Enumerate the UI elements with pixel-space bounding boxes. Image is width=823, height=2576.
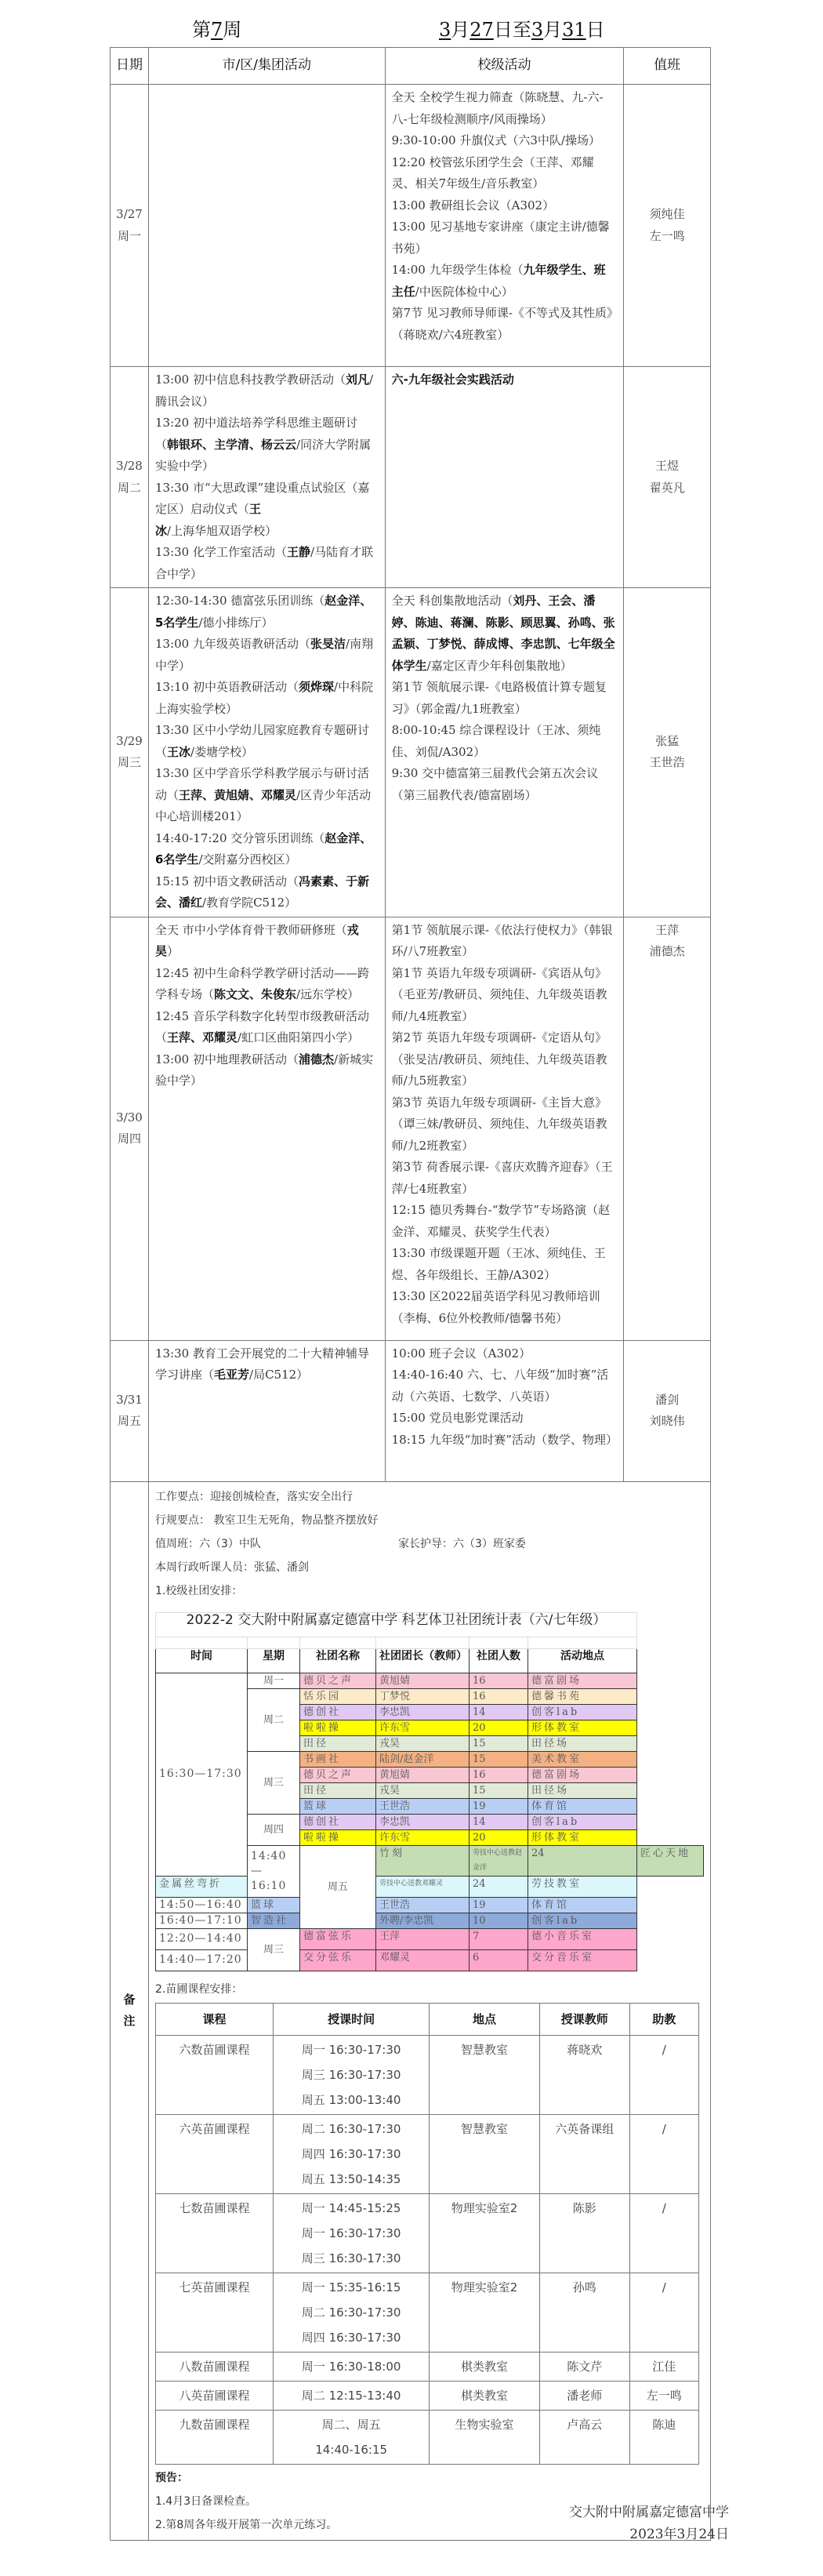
school-activities <box>385 588 624 917</box>
activity-item: 六-九年级社会实践活动 <box>391 372 514 387</box>
activity-item: 12:45 音乐学科数字化转型市级教研活动（王萍、邓耀灵/虹口区曲阳第四小学） <box>155 1008 369 1045</box>
day-date: 3/30 周四 <box>111 917 149 1340</box>
nursery-row <box>156 2114 699 2193</box>
club-name: 啦啦操 <box>300 1829 376 1845</box>
nursery-course: 六数苗圃课程 <box>156 2035 274 2114</box>
club-place: 田径场 <box>528 1782 637 1798</box>
nursery-assistant: / <box>629 2193 698 2273</box>
club-name: 篮球 <box>300 1798 376 1814</box>
preview-item: 1.4月3日备课检查。 <box>155 2494 257 2508</box>
activity-item: 13:00 初中地理教研活动（浦德杰/新城实验中学） <box>155 1052 374 1088</box>
activity-item: 13:10 初中英语教研活动（须烨琛/中科院上海实验学校） <box>155 680 374 716</box>
school-activities <box>385 917 624 1340</box>
club-time: 14:40—17:20 <box>156 1949 248 1971</box>
club-place: 形体教室 <box>528 1720 637 1735</box>
club-place: 德小音乐室 <box>528 1928 637 1949</box>
nursery-times: 周一 16:30-17:30 周三 16:30-17:30 周五 13:00-13:40 <box>274 2035 430 2114</box>
club-leader: 戎昊 <box>376 1735 470 1751</box>
club-row <box>156 1913 704 1928</box>
club-place: 创客lab <box>528 1704 637 1720</box>
nursery-times: 周一 15:35-16:15 周二 16:30-17:30 周四 16:30-17:30 <box>274 2273 430 2352</box>
work-focus: 工作要点：迎接创城检查，落实安全出行 <box>155 1490 353 1503</box>
day-date: 3/27 周一 <box>111 85 149 367</box>
activity-item: 9:30-10:00 升旗仪式（六3中队/操场） <box>391 133 600 147</box>
club-place: 交分音乐室 <box>528 1949 637 1971</box>
club-row <box>156 1928 704 1949</box>
club-row <box>156 1897 704 1913</box>
club-place: 创客lab <box>528 1814 637 1829</box>
nursery-teacher: 六英备课组 <box>539 2114 629 2193</box>
club-weekday: 周三 <box>248 1751 300 1814</box>
club-place: 美术教室 <box>528 1751 637 1767</box>
club-name: 德贝之声 <box>300 1673 376 1688</box>
nursery-times: 周二 16:30-17:30 周四 16:30-17:30 周五 13:50-14:35 <box>274 2114 430 2193</box>
club-leader: 王萍 <box>376 1928 470 1949</box>
club-weekday: 周一 <box>248 1673 300 1688</box>
activity-item: 9:30 交中德富第三届教代会第五次会议（第三届教代表/德富剧场） <box>391 766 599 802</box>
club-row <box>156 1949 704 1971</box>
notes-content <box>149 1481 711 2540</box>
city-activities <box>149 1340 386 1481</box>
club-name: 智造社 <box>248 1913 300 1928</box>
club-section-title: 1.校级社团安排： <box>155 1584 243 1597</box>
duty-class-row <box>155 1532 704 1556</box>
nursery-place: 智慧教室 <box>430 2114 540 2193</box>
club-weekday: 周五 <box>300 1845 376 1928</box>
club-leader: 王世浩 <box>376 1897 470 1913</box>
club-count: 19 <box>470 1897 528 1913</box>
activity-item: 8:00-10:45 综合课程设计（王冰、须纯佳、刘侃/A302） <box>391 723 601 759</box>
nursery-place: 物理实验室2 <box>430 2193 540 2273</box>
week-title: 第7周 <box>192 19 242 41</box>
club-leader: 邓耀灵 <box>376 1949 470 1971</box>
club-name: 德贝之声 <box>300 1767 376 1782</box>
club-name: 书画社 <box>300 1751 376 1767</box>
nursery-times: 周一 14:45-15:25 周一 16:30-17:30 周三 16:30-17:30 <box>274 2193 430 2273</box>
col-duty: 值班 <box>624 48 711 85</box>
duty-staff: 潘剑 刘晓伟 <box>624 1340 711 1481</box>
nursery-teacher: 孙鸣 <box>539 2273 629 2352</box>
day-row <box>111 367 711 588</box>
activity-item: 第3节 荷香展示课-《喜庆欢腾齐迎春》（王萍/七4班教室） <box>391 1160 613 1196</box>
club-name: 交分弦乐 <box>300 1949 376 1971</box>
activity-item: 13:30 区2022届英语学科见习教师培训（李梅、6位外校教师/德馨书苑） <box>391 1289 600 1325</box>
club-count: 15 <box>470 1735 528 1751</box>
schedule-header-row <box>111 48 711 85</box>
nursery-assistant: / <box>629 2273 698 2352</box>
city-activities <box>149 85 386 367</box>
nursery-teacher: 潘老师 <box>539 2381 629 2410</box>
club-weekday: 周二 <box>248 1688 300 1751</box>
nursery-course: 八数苗圃课程 <box>156 2352 274 2381</box>
activity-item: 12:45 初中生命科学教学研讨活动——跨学科专场（陈文文、朱俊东/远东学校） <box>155 965 369 1001</box>
nursery-row <box>156 2410 699 2464</box>
club-count: 16 <box>470 1688 528 1704</box>
activity-item: 13:00 九年级英语教研活动（张旻洁/南翔中学） <box>155 637 374 673</box>
club-name: 德创社 <box>300 1814 376 1829</box>
club-name: 德富弦乐 <box>300 1928 376 1949</box>
activity-item: 13:30 市“大思政课”建设重点试验区（嘉定区）启动仪式（王冰/上海华旭双语学校） <box>155 480 370 538</box>
club-place: 匠心天地 <box>637 1845 704 1876</box>
observers: 本周行政听课人员：张猛、潘剑 <box>155 1560 309 1574</box>
club-table-header: 时间 星期 社团名称 社团团长（教师） 社团人数 活动地点 <box>156 1648 704 1673</box>
nursery-course: 八英苗圃课程 <box>156 2381 274 2410</box>
footer-school: 交大附中附属嘉定德富中学 <box>569 2505 729 2520</box>
club-name: 竹刻 <box>376 1845 470 1876</box>
club-count: 15 <box>470 1782 528 1798</box>
duty-staff: 张猛 王世浩 <box>624 588 711 917</box>
activity-item: 第1节 领航展示课-《电路极值计算专题复习》（郭金霞/九1班教室） <box>391 680 607 716</box>
club-leader: 许东雪 <box>376 1720 470 1735</box>
nursery-course: 七英苗圃课程 <box>156 2273 274 2352</box>
week-number: 7 <box>211 19 223 41</box>
activity-item: 全天 市中小学体育骨干教师研修班（戎昊） <box>155 922 359 958</box>
activity-item: 第2节 英语九年级专项调研-《定语从句》（张旻洁/教研员、须纯佳、九年级英语教师/九5班教室） <box>391 1030 607 1088</box>
city-activities <box>149 917 386 1340</box>
club-count: 14 <box>470 1704 528 1720</box>
club-leader: 李忠凯 <box>376 1814 470 1829</box>
activity-item: 13:00 教研组长会议（A302） <box>391 198 555 213</box>
nursery-teacher: 陈影 <box>539 2193 629 2273</box>
school-activities <box>385 367 624 588</box>
club-leader: 丁梦悦 <box>376 1688 470 1704</box>
activity-item: 第3节 英语九年级专项调研-《主旨大意》（谭三妹/教研员、须纯佳、九年级英语教师/九2班教室） <box>391 1095 607 1153</box>
club-time: 14:50—16:40 <box>156 1897 248 1913</box>
club-count: 19 <box>470 1798 528 1814</box>
club-count: 16 <box>470 1767 528 1782</box>
club-weekday: 周三 <box>248 1928 300 1971</box>
club-place: 德富剧场 <box>528 1673 637 1688</box>
club-name: 篮球 <box>248 1897 300 1913</box>
day-row <box>111 1340 711 1481</box>
club-count: 16 <box>470 1673 528 1688</box>
club-time: 16:30—17:30 <box>156 1673 248 1876</box>
club-leader: 戎昊 <box>376 1782 470 1798</box>
club-count: 6 <box>470 1949 528 1971</box>
club-place: 劳技教室 <box>528 1876 637 1897</box>
club-weekday: 周四 <box>248 1814 300 1845</box>
activity-item: 18:15 九年级“加时赛”活动（数学、物理） <box>391 1432 618 1447</box>
activity-item: 13:20 初中道法培养学科思维主题研讨（韩银环、主学清、杨云云/同济大学附属实验中学） <box>155 416 372 473</box>
activity-item: 13:00 初中信息科技教学教研活动（刘凡/腾讯会议） <box>155 372 374 409</box>
nursery-row <box>156 2381 699 2410</box>
club-leader: 许东雪 <box>376 1829 470 1845</box>
nursery-teacher: 陈文芹 <box>539 2352 629 2381</box>
nursery-assistant: 陈迪 <box>629 2410 698 2464</box>
col-date: 日期 <box>111 48 149 85</box>
club-count: 15 <box>470 1751 528 1767</box>
nursery-section-title: 2.苗圃课程安排： <box>155 1982 243 1996</box>
nursery-course: 六英苗圃课程 <box>156 2114 274 2193</box>
club-leader: 劳技中心送教邓耀灵 <box>376 1876 470 1897</box>
col-school-activities: 校级活动 <box>385 48 624 85</box>
school-activities <box>385 85 624 367</box>
nursery-assistant: 江佳 <box>629 2352 698 2381</box>
club-name: 恬乐园 <box>300 1688 376 1704</box>
club-place: 田径场 <box>528 1735 637 1751</box>
nursery-times: 周二、周五 14:40-16:15 <box>274 2410 430 2464</box>
activity-item: 第1节 英语九年级专项调研-《宾语从句》（毛亚芳/教研员、须纯佳、九年级英语教师/九4班教室） <box>391 965 607 1023</box>
parent-guard: 家长护导：六（3）班家委 <box>398 1537 526 1550</box>
conduct-focus: 行规要点： 教室卫生无死角，物品整齐摆放好 <box>155 1513 379 1527</box>
club-name: 田径 <box>300 1735 376 1751</box>
club-table-wrap <box>155 1612 704 1971</box>
activity-item: 13:30 区中小学幼儿园家庭教育专题研讨（王冰/娄塘学校） <box>155 723 369 759</box>
city-activities <box>149 367 386 588</box>
club-name: 啦啦操 <box>300 1720 376 1735</box>
preview-item: 2.第8周各年级开展第一次单元练习。 <box>155 2518 338 2531</box>
nursery-times: 周二 12:15-13:40 <box>274 2381 430 2410</box>
activity-item: 14:40-16:40 六、七、八年级“加时赛”活动（六英语、七数学、八英语） <box>391 1368 609 1404</box>
activity-item: 10:00 班子会议（A302） <box>391 1346 531 1361</box>
club-place: 德馨书苑 <box>528 1688 637 1704</box>
duty-class: 值周班：六（3）中队 <box>155 1537 261 1550</box>
activity-item: 14:40-17:20 交分管乐团训练（赵金洋、6名学生/交附嘉分西校区） <box>155 830 372 867</box>
notes-row <box>111 1481 711 2540</box>
nursery-table-header: 课程 授课时间 地点 授课教师 助教 <box>156 2003 699 2035</box>
activity-item: 13:00 见习基地专家讲座（康定主讲/德馨书苑） <box>391 220 610 256</box>
duty-staff: 王萍 浦德杰 <box>624 917 711 1340</box>
nursery-course: 七数苗圃课程 <box>156 2193 274 2273</box>
nursery-teacher: 蒋晓欢 <box>539 2035 629 2114</box>
nursery-assistant: 左一鸣 <box>629 2381 698 2410</box>
activity-item: 第7节 见习教师导师课-《不等式及其性质》（蒋晓欢/六4班教室） <box>391 306 613 342</box>
activity-item: 13:30 市级课题开题（王冰、须纯佳、王煜、各年级组长、王静/A302） <box>391 1246 606 1282</box>
club-name: 田径 <box>300 1782 376 1798</box>
club-row <box>156 1876 704 1897</box>
club-count: 10 <box>470 1913 528 1928</box>
nursery-assistant: / <box>629 2114 698 2193</box>
club-leader: 黄旭婧 <box>376 1673 470 1688</box>
club-name: 金属丝弯折 <box>156 1876 248 1897</box>
day-row <box>111 85 711 367</box>
day-date: 3/28 周二 <box>111 367 149 588</box>
club-time: 12:20—14:40 <box>156 1928 248 1949</box>
nursery-place: 智慧教室 <box>430 2035 540 2114</box>
club-leader: 黄旭婧 <box>376 1767 470 1782</box>
club-table <box>155 1612 704 1971</box>
city-activities <box>149 588 386 917</box>
club-table-title: 2022-2 交大附中附属嘉定德富中学 科艺体卫社团统计表（六/七年级） <box>156 1612 637 1637</box>
club-name: 德创社 <box>300 1704 376 1720</box>
club-count: 14 <box>470 1814 528 1829</box>
club-table-title-row <box>156 1612 704 1637</box>
nursery-assistant: / <box>629 2035 698 2114</box>
activity-item: 12:15 德贝秀舞台-“数学节”专场路演（赵金洋、邓耀灵、获奖学生代表） <box>391 1203 611 1239</box>
club-time: 16:40—17:10 <box>156 1913 248 1928</box>
nursery-place: 生物实验室 <box>430 2410 540 2464</box>
activity-item: 13:30 教育工会开展党的二十大精神辅导学习讲座（毛亚芳/局C512） <box>155 1346 369 1382</box>
club-place: 形体教室 <box>528 1829 637 1845</box>
school-activities <box>385 1340 624 1481</box>
weekly-schedule-table <box>110 47 711 2541</box>
nursery-row <box>156 2193 699 2273</box>
nursery-place: 棋类教室 <box>430 2352 540 2381</box>
col-city-activities: 市/区/集团活动 <box>149 48 386 85</box>
club-count: 20 <box>470 1829 528 1845</box>
club-count: 20 <box>470 1720 528 1735</box>
club-place: 创客lab <box>528 1913 637 1928</box>
day-date: 3/29 周三 <box>111 588 149 917</box>
footer-signature <box>569 2502 729 2545</box>
club-place: 体育馆 <box>528 1798 637 1814</box>
nursery-place: 物理实验室2 <box>430 2273 540 2352</box>
activity-item: 13:30 区中学音乐学科教学展示与研讨活动（王萍、黄旭婧、邓耀灵/区青少年活动中心培训楼201） <box>155 766 372 823</box>
nursery-row <box>156 2352 699 2381</box>
activity-item: 14:00 九年级学生体检（九年级学生、班主任/中医院体检中心） <box>391 263 606 299</box>
nursery-times: 周一 16:30-18:00 <box>274 2352 430 2381</box>
club-time: 14:40—16:10 <box>248 1845 300 1897</box>
footer-date: 2023年3月24日 <box>629 2527 729 2542</box>
club-place: 体育馆 <box>528 1897 637 1913</box>
club-leader: 外聘/李忠凯 <box>376 1913 470 1928</box>
club-row <box>156 1673 704 1688</box>
notes-label: 备注 <box>111 1481 149 2540</box>
preview-title: 预告： <box>155 2471 188 2484</box>
club-leader: 陆剑/赵金洋 <box>376 1751 470 1767</box>
activity-item: 15:00 党员电影党课活动 <box>391 1411 524 1425</box>
nursery-row <box>156 2273 699 2352</box>
nursery-table <box>155 2003 699 2465</box>
day-row <box>111 917 711 1340</box>
activity-item: 全天 科创集散地活动（刘丹、王会、潘婷、陈迪、蒋澜、陈影、顾思翼、孙鸣、张孟颖、丁梦悦、薛成博、李忠凯、七年级全体学生/嘉定区青少年科创集散地） <box>391 594 615 673</box>
club-leader: 李忠凯 <box>376 1704 470 1720</box>
week-header <box>0 14 823 45</box>
duty-staff: 须纯佳 左一鸣 <box>624 85 711 367</box>
day-date: 3/31 周五 <box>111 1340 149 1481</box>
duty-staff: 王煜 翟英凡 <box>624 367 711 588</box>
club-count: 7 <box>470 1928 528 1949</box>
activity-item: 15:15 初中语文教研活动（冯素素、于新会、潘红/教育学院C512） <box>155 874 370 910</box>
club-place: 德富剧场 <box>528 1767 637 1782</box>
activity-item: 12:30-14:30 德富弦乐团训练（赵金洋、5名学生/德小排练厅） <box>155 594 372 630</box>
club-count: 24 <box>470 1876 528 1897</box>
nursery-place: 棋类教室 <box>430 2381 540 2410</box>
club-leader: 王世浩 <box>376 1798 470 1814</box>
club-count: 24 <box>528 1845 637 1876</box>
activity-item: 第1节 领航展示课-《依法行使权力》（韩银环/八7班教室） <box>391 922 613 958</box>
nursery-row <box>156 2035 699 2114</box>
activity-item: 12:20 校管弦乐团学生会（王萍、邓耀灵、相关7年级生/音乐教室） <box>391 154 594 191</box>
day-row <box>111 588 711 917</box>
activity-item: 13:30 化学工作室活动（王静/马陆育才联合中学） <box>155 545 374 581</box>
nursery-course: 九数苗圃课程 <box>156 2410 274 2464</box>
activity-item: 全天 全校学生视力筛查（陈晓慧、九-六-八-七年级检测顺序/风雨操场） <box>391 90 604 126</box>
club-leader: 劳技中心送教赵金洋 <box>470 1845 528 1876</box>
date-range: 3月27日至3月31日 <box>439 19 605 41</box>
nursery-teacher: 卢高云 <box>539 2410 629 2464</box>
